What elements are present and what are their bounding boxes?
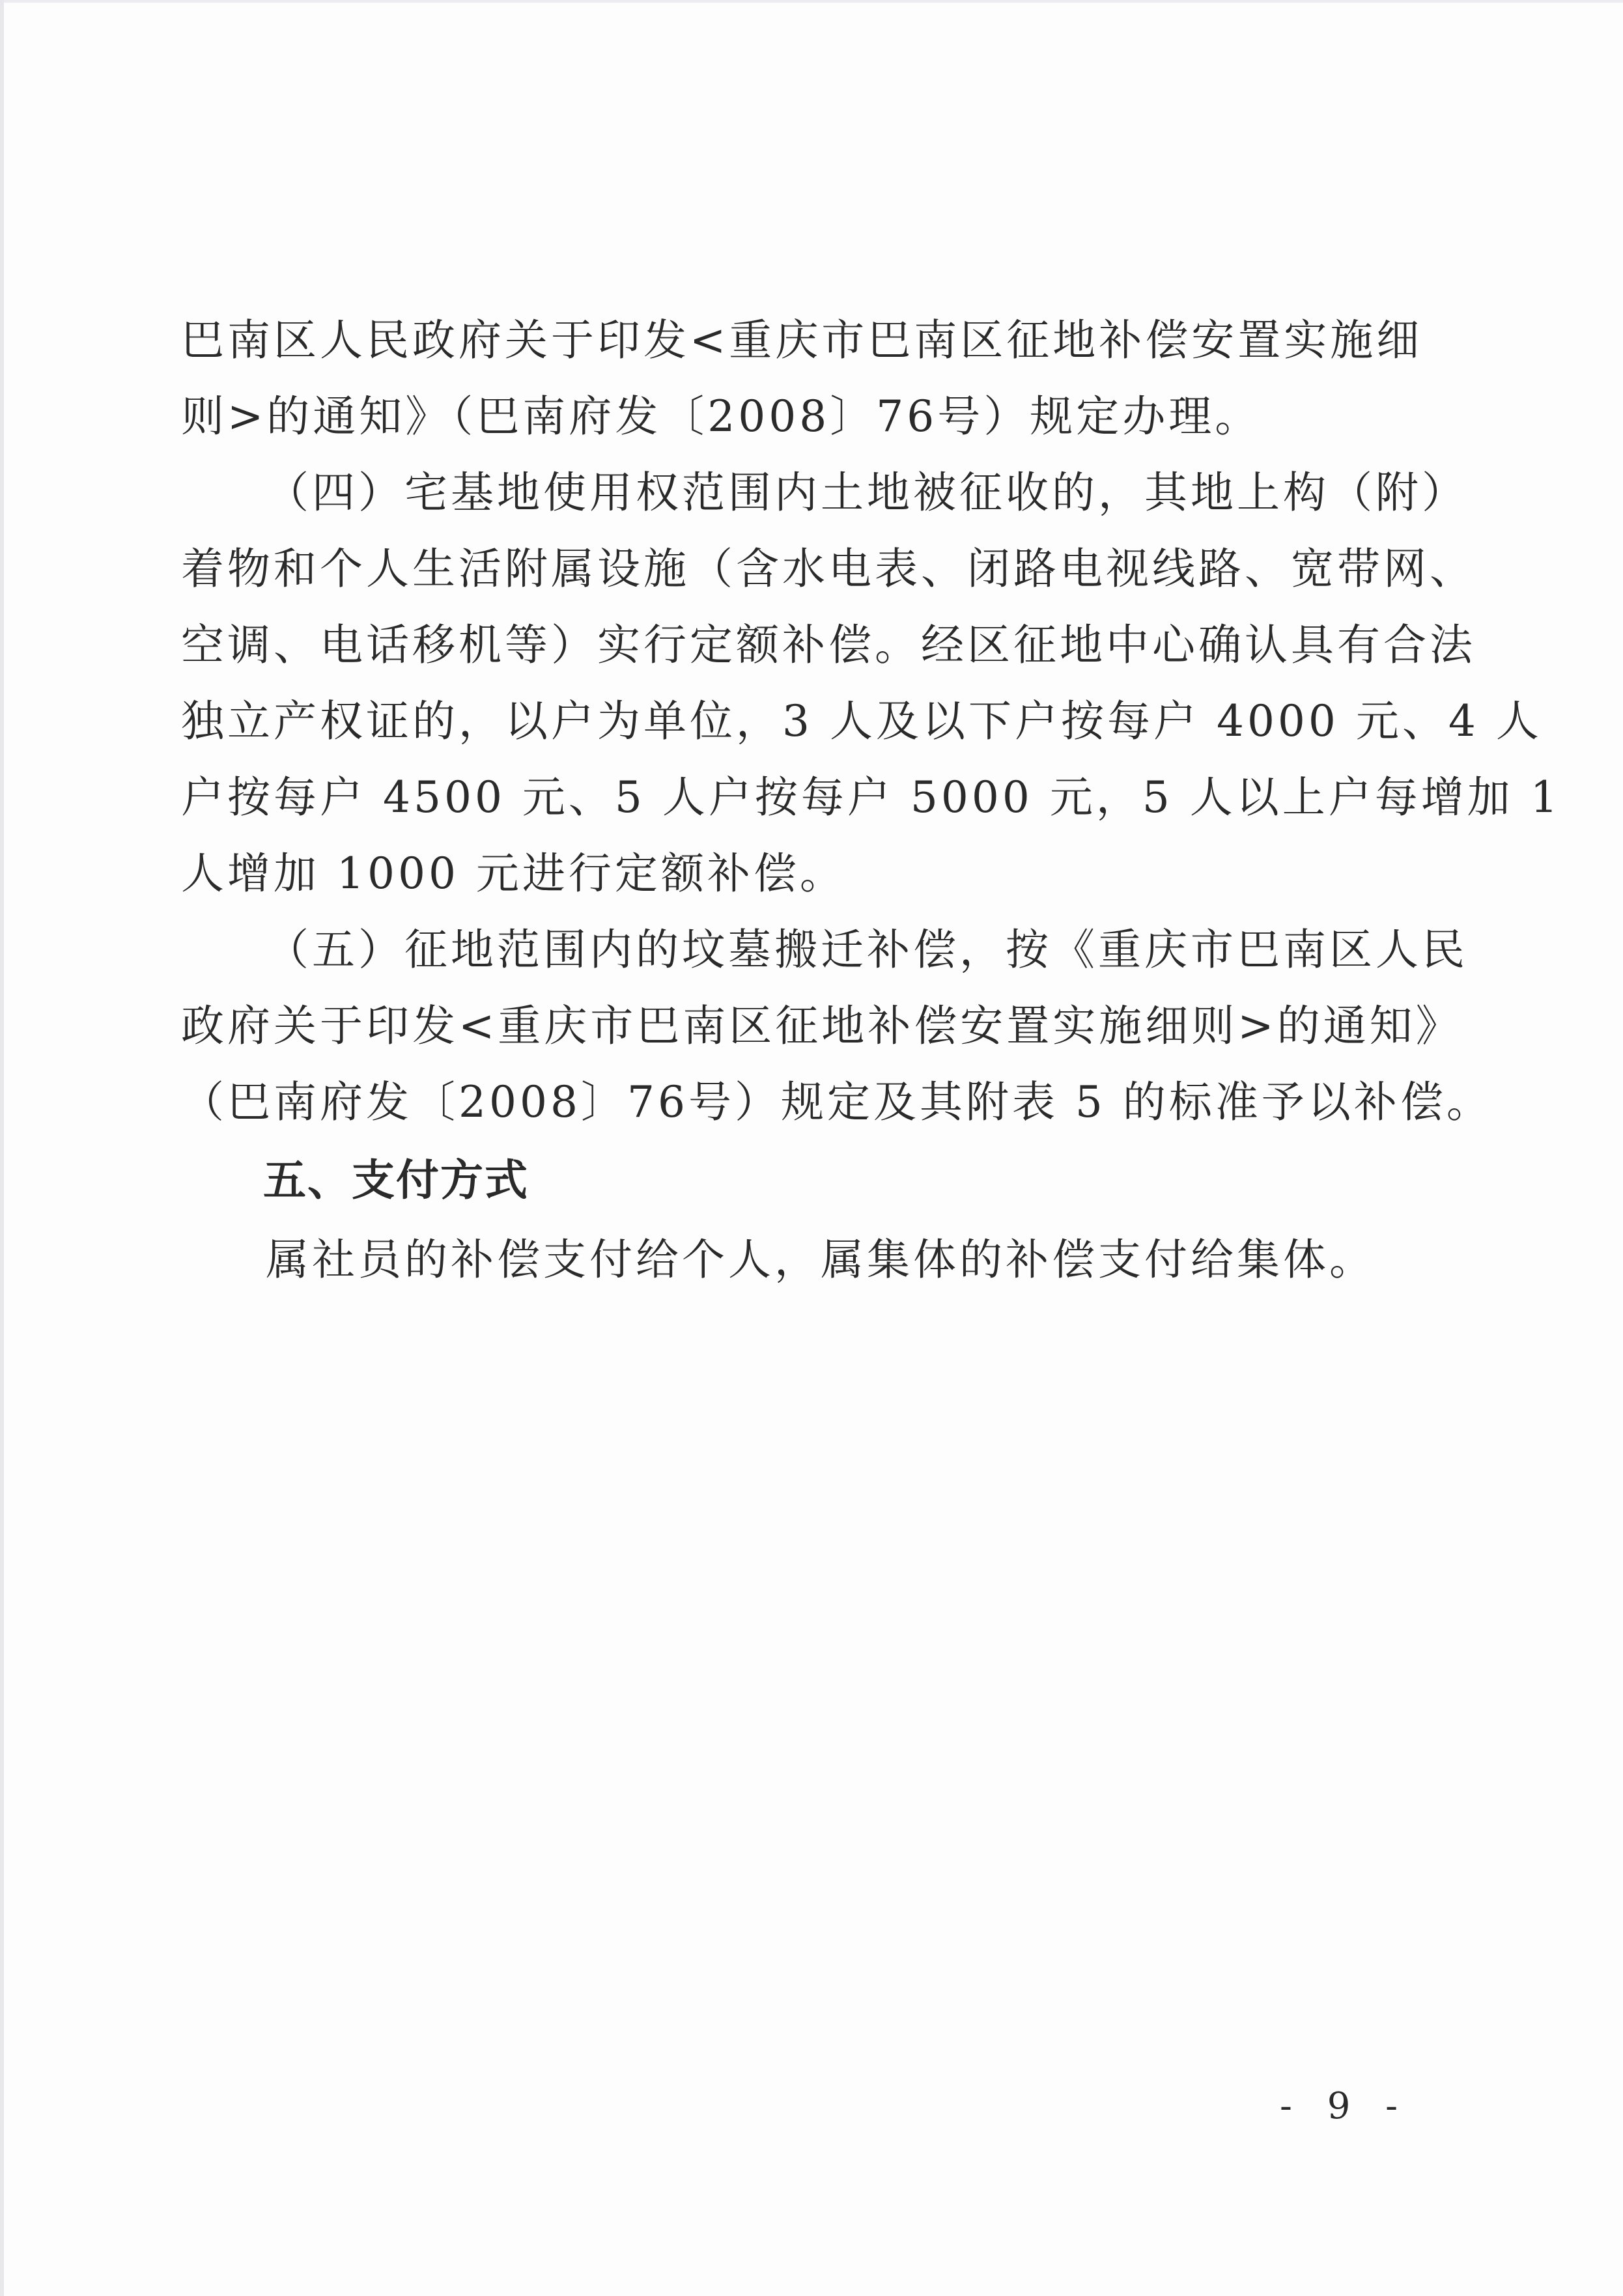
paragraph-2-line-6: 人增加 1000 元进行定额补偿。 xyxy=(181,848,846,899)
paragraph-4-line-1: 属社员的补偿支付给个人，属集体的补偿支付给集体。 xyxy=(266,1235,1376,1285)
paragraph-2-line-3: 空调、电话移机等）实行定额补偿。经区征地中心确认具有合法 xyxy=(181,620,1476,670)
paragraph-2-line-5: 户按每户 4500 元、5 人户按每户 5000 元，5 人以上户每增加 1 xyxy=(181,772,1561,822)
paragraph-3-line-2: 政府关于印发<重庆市巴南区征地补偿安置实施细则>的通知》 xyxy=(181,1001,1462,1051)
paragraph-2-line-1: （四）宅基地使用权范围内土地被征收的，其地上构（附） xyxy=(266,468,1468,518)
paragraph-2-line-2: 着物和个人生活附属设施（含水电表、闭路电视线路、宽带网、 xyxy=(181,544,1476,594)
page-number: - 9 - xyxy=(1280,2085,1410,2127)
paragraph-3-line-3: （巴南府发〔2008〕76号）规定及其附表 5 的标准予以补偿。 xyxy=(181,1077,1493,1127)
paragraph-1-line-1: 巴南区人民政府关于印发<重庆市巴南区征地补偿安置实施细 xyxy=(181,315,1423,365)
scan-edge-left xyxy=(0,0,4,2296)
paragraph-1-line-2: 则>的通知》（巴南府发〔2008〕76号）规定办理。 xyxy=(181,391,1262,441)
scan-edge-top xyxy=(0,0,1623,3)
section-heading: 五、支付方式 xyxy=(263,1155,529,1205)
paragraph-2-line-4: 独立产权证的，以户为单位，3 人及以下户按每户 4000 元、4 人 xyxy=(181,696,1542,746)
paragraph-3-line-1: （五）征地范围内的坟墓搬迁补偿，按《重庆市巴南区人民 xyxy=(266,925,1468,975)
